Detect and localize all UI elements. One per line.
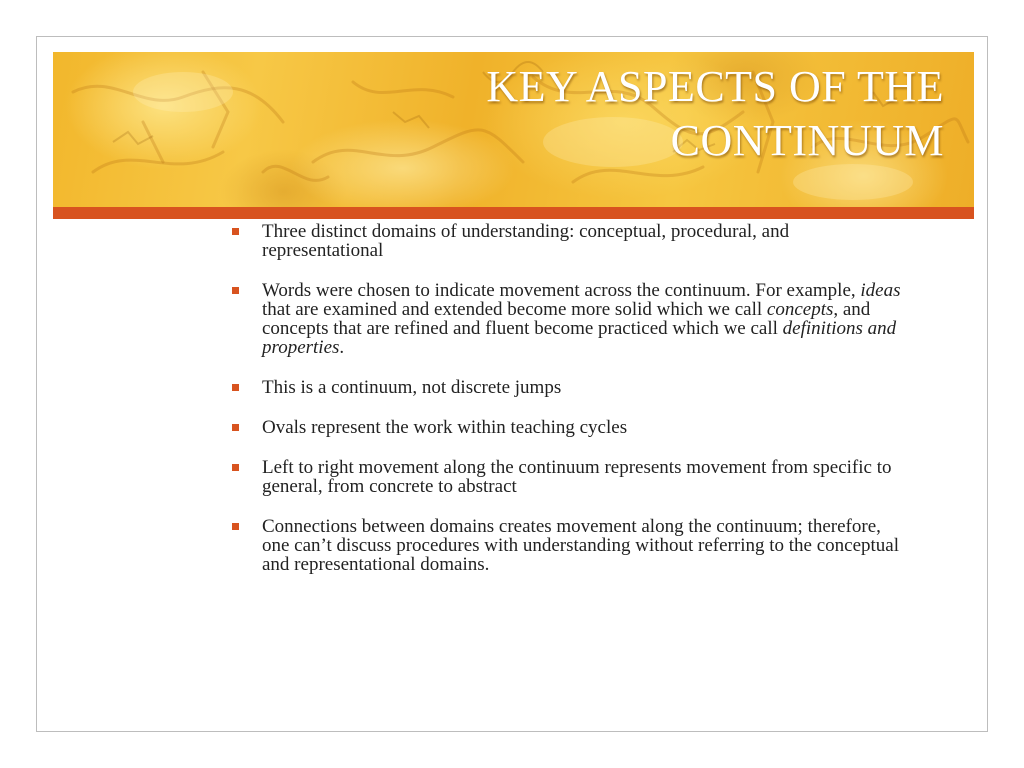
bullet-item <box>232 222 912 260</box>
bullet-emphasis-ideas: ideas <box>860 280 901 301</box>
bullet-text: Left to right movement along the continuum represents movement from specific to general, from concrete to abstract <box>262 457 892 497</box>
bullet-item <box>232 281 912 357</box>
bullet-emphasis-concepts: concepts <box>766 299 834 320</box>
bullet-text-segment: , and concepts that are refined and fluent become practiced which we call <box>262 299 871 339</box>
square-bullet-icon <box>232 287 239 294</box>
bullet-list <box>232 222 912 595</box>
bullet-text-segment: . <box>339 337 345 358</box>
bullet-text: Ovals represent the work within teaching cycles <box>262 417 628 438</box>
square-bullet-icon <box>232 523 239 530</box>
bullet-item <box>232 418 912 437</box>
square-bullet-icon <box>232 384 239 391</box>
bullet-item <box>232 378 912 397</box>
slide-title <box>244 60 944 168</box>
square-bullet-icon <box>232 228 239 235</box>
bullet-emphasis-definitions: definitions and properties <box>262 318 897 358</box>
bullet-text: This is a continuum, not discrete jumps <box>262 377 562 398</box>
bullet-item <box>232 458 912 496</box>
bullet-text-segment: Words were chosen to indicate movement across the continuum. For example, <box>262 280 861 301</box>
accent-rule <box>53 207 974 219</box>
bullet-text: Connections between domains creates movement along the continuum; therefore, one can’t discuss procedures with understanding without referring to the conceptual and representational domains. <box>262 516 900 575</box>
bullet-text-segment: that are examined and extended become more solid which we call <box>262 299 767 320</box>
bullet-text: Three distinct domains of understanding: conceptual, procedural, and representational <box>262 221 790 261</box>
title-banner <box>53 52 974 207</box>
square-bullet-icon <box>232 464 239 471</box>
title-line-2: CONTINUUM <box>670 116 944 165</box>
bullet-text <box>262 280 901 358</box>
bullet-item <box>232 517 912 574</box>
title-line-1: KEY ASPECTS OF THE <box>486 62 944 111</box>
square-bullet-icon <box>232 424 239 431</box>
